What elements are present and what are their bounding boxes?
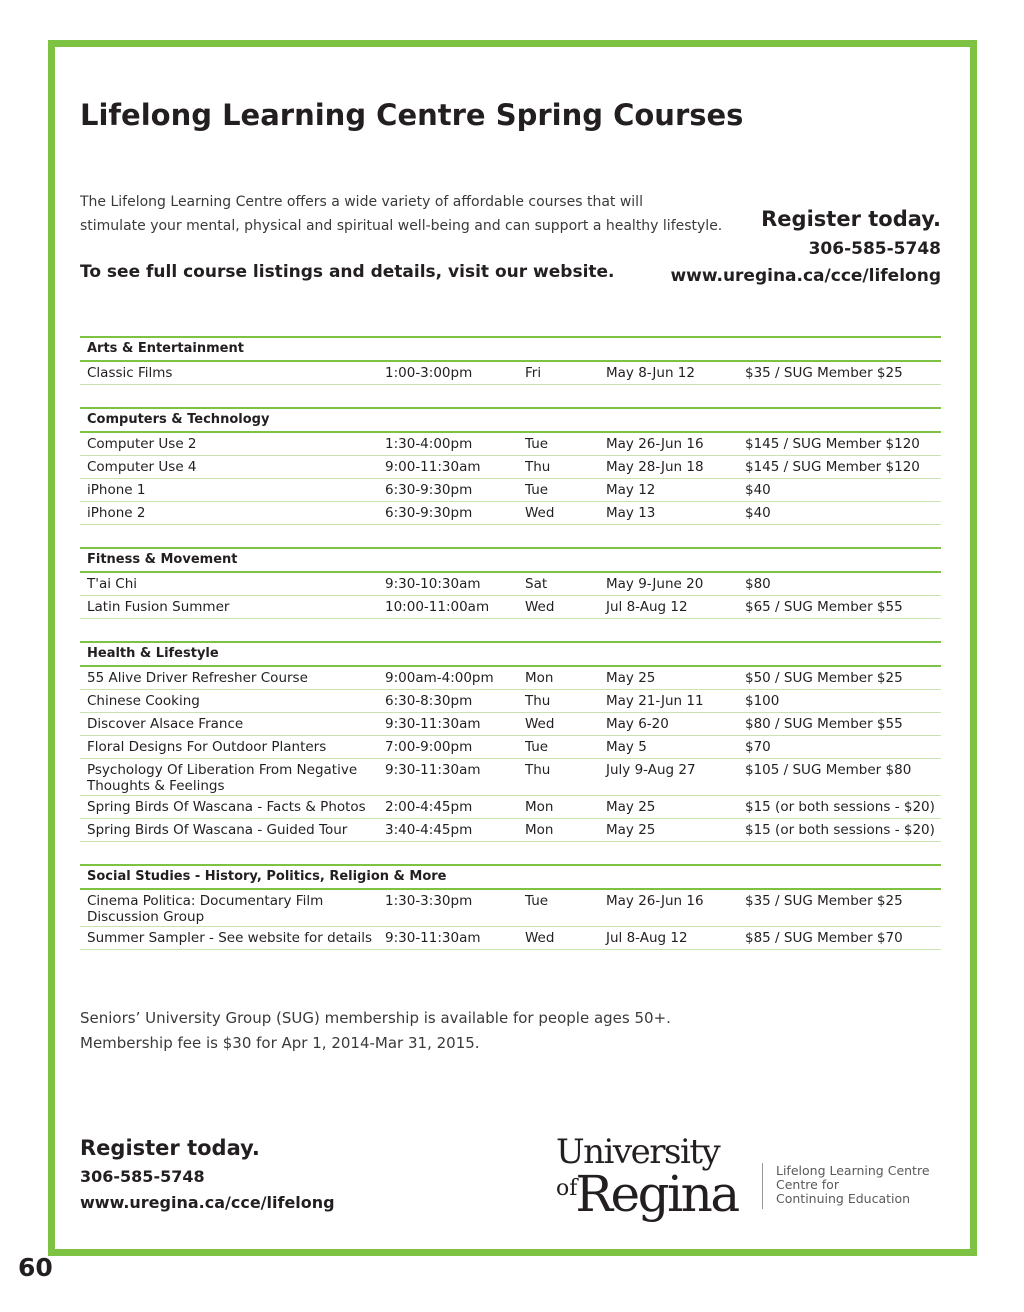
register-url-link[interactable]: www.uregina.ca/cce/lifelong — [80, 1193, 335, 1212]
course-dates: May 13 — [606, 505, 656, 521]
course-dates: May 26-Jun 16 — [606, 893, 704, 909]
course-dates: Jul 8-Aug 12 — [606, 599, 688, 615]
logo-university-text: University — [556, 1132, 720, 1172]
course-fee: $40 — [745, 482, 771, 498]
register-phone: 306-585-5748 — [808, 239, 941, 259]
course-dates: May 8-Jun 12 — [606, 365, 695, 381]
course-day: Tue — [525, 739, 549, 755]
course-section — [80, 864, 941, 950]
course-name: iPhone 2 — [87, 505, 146, 521]
course-dates: May 6-20 — [606, 716, 669, 732]
course-name: Latin Fusion Summer — [87, 599, 230, 615]
course-day: Tue — [525, 482, 549, 498]
course-row — [80, 690, 941, 713]
course-day: Wed — [525, 505, 555, 521]
course-fee: $15 (or both sessions - $20) — [745, 822, 935, 838]
course-name: Cinema Politica: Documentary Film Discussion Group — [87, 893, 324, 925]
register-title: Register today. — [761, 207, 941, 231]
course-name: 55 Alive Driver Refresher Course — [87, 670, 308, 686]
course-day: Sat — [525, 576, 548, 592]
course-time: 6:30-9:30pm — [385, 505, 473, 521]
course-row — [80, 433, 941, 456]
course-time: 9:30-11:30am — [385, 762, 481, 778]
course-fee: $35 / SUG Member $25 — [745, 893, 903, 909]
course-time: 9:30-11:30am — [385, 716, 481, 732]
course-fee: $65 / SUG Member $55 — [745, 599, 903, 615]
logo-divider — [762, 1163, 763, 1209]
course-day: Tue — [525, 436, 549, 452]
centre-line-1: Lifelong Learning Centre — [776, 1163, 930, 1178]
course-row — [80, 362, 941, 385]
course-row — [80, 759, 941, 796]
course-section — [80, 547, 941, 619]
course-name: Discover Alsace France — [87, 716, 244, 732]
course-day: Wed — [525, 930, 555, 946]
course-row — [80, 596, 941, 619]
course-fee: $70 — [745, 739, 771, 755]
course-dates: May 21-Jun 11 — [606, 693, 704, 709]
course-row — [80, 456, 941, 479]
course-row — [80, 479, 941, 502]
centre-line-3: Continuing Education — [776, 1191, 911, 1206]
logo-of-text: of — [556, 1176, 578, 1201]
course-dates: May 5 — [606, 739, 647, 755]
course-name: iPhone 1 — [87, 482, 146, 498]
course-dates: July 9-Aug 27 — [606, 762, 696, 778]
course-day: Thu — [525, 762, 551, 778]
page-number: 60 — [18, 1253, 53, 1282]
course-dates: May 25 — [606, 799, 656, 815]
course-time: 1:00-3:00pm — [385, 365, 473, 381]
register-block-bottom — [80, 1134, 335, 1216]
course-fee: $50 / SUG Member $25 — [745, 670, 903, 686]
logo-regina-text: Regina — [575, 1165, 738, 1223]
course-name: Chinese Cooking — [87, 693, 200, 709]
course-fee: $80 — [745, 576, 771, 592]
page-title: Lifelong Learning Centre Spring Courses — [80, 98, 744, 132]
course-dates: May 28-Jun 18 — [606, 459, 704, 475]
course-day: Thu — [525, 693, 551, 709]
course-dates: May 26-Jun 16 — [606, 436, 704, 452]
course-time: 9:30-11:30am — [385, 930, 481, 946]
intro-line-2: stimulate your mental, physical and spiritual well-being and can support a healthy lifestyle. — [80, 218, 723, 234]
section-header: Social Studies - History, Politics, Religion & More — [80, 864, 941, 890]
course-fee: $100 — [745, 693, 780, 709]
course-day: Mon — [525, 822, 554, 838]
section-header: Arts & Entertainment — [80, 336, 941, 362]
course-time: 1:30-4:00pm — [385, 436, 473, 452]
course-fee: $85 / SUG Member $70 — [745, 930, 903, 946]
section-header: Fitness & Movement — [80, 547, 941, 573]
section-header: Computers & Technology — [80, 407, 941, 433]
course-section — [80, 336, 941, 385]
course-name: Summer Sampler - See website for details — [87, 930, 373, 946]
section-header: Health & Lifestyle — [80, 641, 941, 667]
course-dates: May 12 — [606, 482, 656, 498]
course-time: 9:30-10:30am — [385, 576, 481, 592]
course-dates: May 9-June 20 — [606, 576, 704, 592]
course-day: Wed — [525, 599, 555, 615]
course-listings — [80, 336, 941, 972]
course-dates: May 25 — [606, 670, 656, 686]
course-name: Floral Designs For Outdoor Planters — [87, 739, 327, 755]
intro-line-1: The Lifelong Learning Centre offers a wide variety of affordable courses that will — [80, 194, 643, 210]
course-name: Psychology Of Liberation From Negative Thoughts & Feelings — [87, 762, 358, 794]
course-row — [80, 927, 941, 950]
centre-name — [776, 1164, 930, 1206]
course-fee: $145 / SUG Member $120 — [745, 436, 920, 452]
intro-paragraph — [80, 190, 760, 238]
course-time: 1:30-3:30pm — [385, 893, 473, 909]
course-name: Computer Use 4 — [87, 459, 197, 475]
sug-note-line-2: Membership fee is $30 for Apr 1, 2014-Mar 31, 2015. — [80, 1034, 480, 1052]
course-name: T'ai Chi — [87, 576, 138, 592]
course-day: Mon — [525, 799, 554, 815]
course-dates: May 25 — [606, 822, 656, 838]
register-block-top — [670, 205, 941, 289]
course-time: 7:00-9:00pm — [385, 739, 473, 755]
register-title: Register today. — [80, 1136, 260, 1160]
course-name: Computer Use 2 — [87, 436, 197, 452]
sug-membership-note — [80, 1006, 671, 1056]
course-fee: $40 — [745, 505, 771, 521]
course-section — [80, 641, 941, 842]
course-row — [80, 890, 941, 927]
course-day: Thu — [525, 459, 551, 475]
course-name: Spring Birds Of Wascana - Guided Tour — [87, 822, 348, 838]
course-time: 9:00-11:30am — [385, 459, 481, 475]
university-of-regina-logo — [556, 1132, 738, 1223]
register-phone: 306-585-5748 — [80, 1167, 205, 1186]
course-day: Mon — [525, 670, 554, 686]
course-fee: $145 / SUG Member $120 — [745, 459, 920, 475]
course-time: 9:00am-4:00pm — [385, 670, 494, 686]
course-row — [80, 819, 941, 842]
course-time: 6:30-8:30pm — [385, 693, 473, 709]
centre-line-2: Centre for — [776, 1177, 839, 1192]
course-row — [80, 667, 941, 690]
course-day: Wed — [525, 716, 555, 732]
course-name: Spring Birds Of Wascana - Facts & Photos — [87, 799, 366, 815]
website-prompt: To see full course listings and details, visit our website. — [80, 262, 615, 282]
register-url-link[interactable]: www.uregina.ca/cce/lifelong — [670, 266, 941, 286]
course-row — [80, 713, 941, 736]
course-row — [80, 736, 941, 759]
course-fee: $80 / SUG Member $55 — [745, 716, 903, 732]
course-name: Classic Films — [87, 365, 173, 381]
course-day: Tue — [525, 893, 549, 909]
course-time: 3:40-4:45pm — [385, 822, 473, 838]
course-fee: $15 (or both sessions - $20) — [745, 799, 935, 815]
course-time: 10:00-11:00am — [385, 599, 490, 615]
course-fee: $105 / SUG Member $80 — [745, 762, 912, 778]
course-dates: Jul 8-Aug 12 — [606, 930, 688, 946]
course-time: 6:30-9:30pm — [385, 482, 473, 498]
sug-note-line-1: Seniors’ University Group (SUG) membership is available for people ages 50+. — [80, 1009, 671, 1027]
course-fee: $35 / SUG Member $25 — [745, 365, 903, 381]
course-day: Fri — [525, 365, 542, 381]
course-time: 2:00-4:45pm — [385, 799, 473, 815]
course-row — [80, 796, 941, 819]
course-row — [80, 502, 941, 525]
course-row — [80, 573, 941, 596]
course-section — [80, 407, 941, 525]
